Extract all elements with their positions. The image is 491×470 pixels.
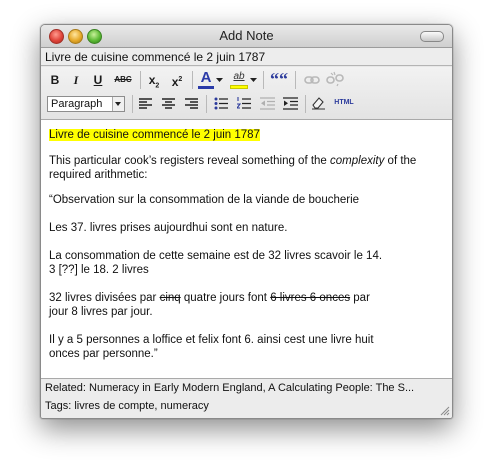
quote-4-text: quatre jours font (180, 292, 271, 304)
quote-line-2: Les 37. livres prises aujourdhui sont en nature. (49, 222, 288, 234)
align-right-icon[interactable] (185, 98, 198, 109)
strikethrough-button[interactable]: ABC (114, 75, 132, 84)
align-center-icon[interactable] (162, 98, 175, 109)
clear-formatting-icon[interactable] (312, 96, 326, 110)
toolbar-separator (206, 95, 207, 113)
highlighted-heading: Livre de cuisine commencé le 2 juin 1787 (49, 129, 260, 141)
formatting-toolbar (41, 67, 452, 120)
text-color-swatch (198, 86, 214, 89)
intro-text: This particular cook’s registers reveal something of the (49, 155, 331, 167)
intro-emphasis: complexity (330, 155, 385, 167)
toolbar-separator (140, 71, 141, 89)
superscript-button[interactable] (168, 71, 186, 89)
quote-4-text: par jour 8 livres par jour. (49, 292, 370, 318)
chevron-down-icon (112, 97, 124, 111)
subscript-button[interactable] (145, 71, 163, 89)
text-color-dropdown-icon[interactable] (216, 78, 223, 83)
toolbar-separator (305, 95, 306, 113)
highlight-dropdown-icon[interactable] (250, 78, 257, 83)
toolbar-separator (132, 95, 133, 113)
struck-text: cinq (159, 292, 181, 304)
intro-text-end: of the required arithmetic: (49, 155, 417, 181)
paragraph-format-select[interactable] (47, 96, 125, 112)
italic-button[interactable]: I (73, 73, 79, 87)
toolbar-separator (263, 71, 264, 89)
note-heading-paragraph (49, 128, 445, 142)
tags[interactable]: Tags: livres de compte, numeracy (45, 400, 209, 412)
struck-text: 6 livres 6 onces (270, 292, 351, 304)
note-editor[interactable] (41, 120, 452, 379)
toolbar-separator (295, 71, 296, 89)
blockquote-button[interactable]: ““ (270, 69, 288, 89)
paragraph-format-value: Paragraph (51, 98, 103, 110)
link-icon[interactable] (304, 74, 320, 86)
numbered-list-icon[interactable] (237, 97, 251, 110)
superscript-base: x (171, 75, 179, 89)
subscript-base: x (148, 73, 156, 87)
outdent-icon[interactable] (260, 97, 275, 110)
toolbar-toggle-button[interactable] (420, 31, 444, 42)
title-bar[interactable] (41, 25, 452, 48)
bold-button[interactable]: B (50, 73, 60, 87)
resize-grip-icon[interactable] (440, 406, 450, 416)
underline-button[interactable]: U (93, 73, 103, 87)
related-items[interactable]: Related: Numeracy in Early Modern England, A Calculating People: The S... (45, 382, 415, 394)
window-title: Add Note (219, 28, 274, 43)
note-title: Livre de cuisine commencé le 2 juin 1787 (41, 48, 452, 66)
indent-icon[interactable] (283, 97, 298, 110)
quote-line-3: La consommation de cette semaine est de 32 livres scavoir le 14. 3 [??] le 18. 2 livres (49, 250, 383, 276)
unlink-icon[interactable] (326, 71, 344, 87)
text-color-button[interactable]: A (200, 69, 212, 86)
subscript-digit: 2 (155, 82, 160, 90)
note-footer (41, 379, 452, 418)
quote-line-1: “Observation sur la consommation de la viande de boucherie (49, 194, 360, 206)
highlight-swatch (230, 85, 248, 89)
superscript-digit: 2 (178, 76, 183, 83)
quote-4-text: 32 livres divisées par (49, 292, 160, 304)
bulleted-list-icon[interactable] (214, 97, 228, 110)
html-source-button[interactable]: HTML (334, 99, 354, 106)
quote-line-5: Il y a 5 personnes a loffice et felix font 6. ainsi cest une livre huit onces par personne.” (49, 334, 374, 360)
align-left-icon[interactable] (139, 98, 152, 109)
highlight-button[interactable]: ab (233, 71, 245, 82)
toolbar-separator (192, 71, 193, 89)
intro-paragraph (49, 154, 445, 182)
add-note-window (40, 24, 453, 419)
quote-line-4 (49, 291, 389, 319)
